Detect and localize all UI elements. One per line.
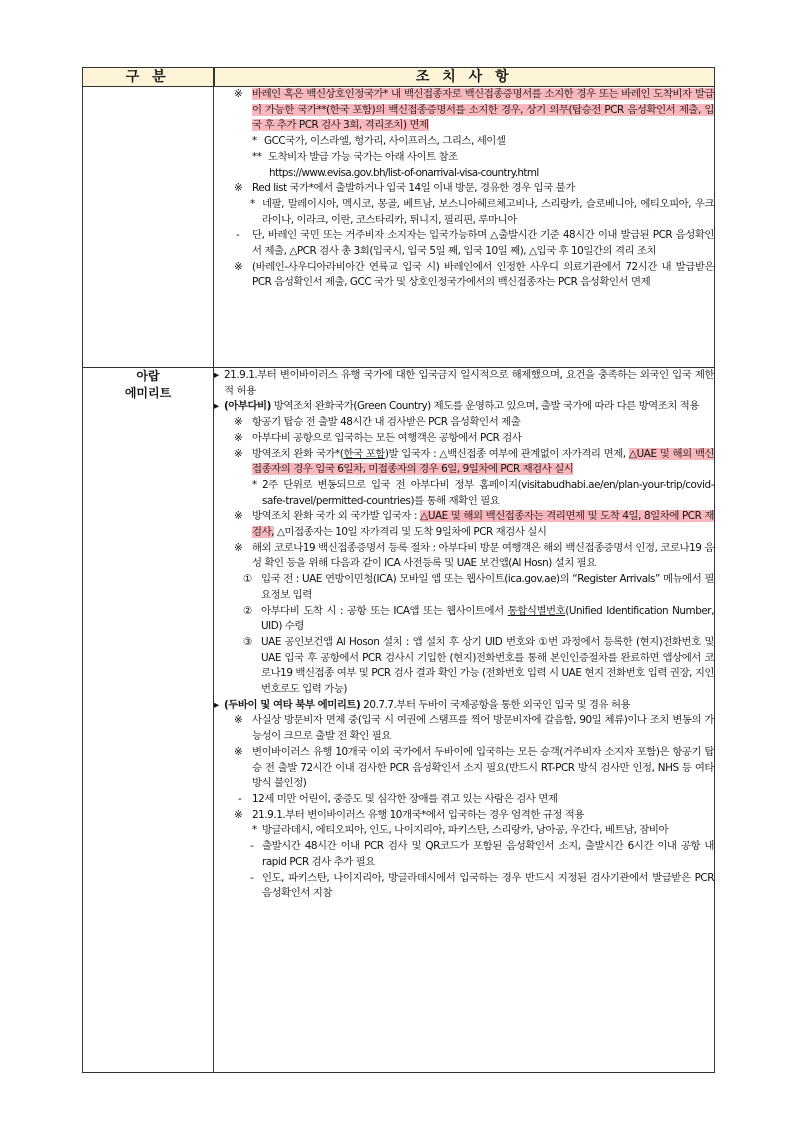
list-item [214,839,714,870]
bold-heading: (두바이 및 여타 북부 에미리트) [224,698,361,711]
url-text: https://www.evisa.gov.bh/list-of-onarrival-visa-country.html [269,166,539,179]
bullet-marker: * [252,824,257,837]
category-label-line1: 아랍 [136,369,160,383]
bullet-marker: ▸ [214,698,219,711]
list-item [214,635,714,698]
list-item [214,415,714,431]
item-text: 출발시간 48시간 이내 PCR 검사 및 QR코드가 포함된 음성확인서 소지, 출발시간 6시간 이내 공항 내 rapid PCR 검사 추가 필요 [262,840,714,868]
item-text: 사실상 방문비자 면제 중(입국 시 여권에 스탬프를 찍어 방문비자에 갈음함, 90일 체류)이나 조치 변동의 가능성이 크므로 출발 전 확인 필요 [252,714,714,743]
item-text: 21.9.1.부터 변이바이러스 유행 10개국*에서 입국하는 경우 엄격한 규정 적용 [252,808,584,821]
bullet-marker: ▸ [214,400,219,413]
list-item [214,447,714,478]
bullet-marker: ※ [234,182,243,195]
measures-cell-bahrain [214,87,715,368]
item-text: Red list 국가*에서 출발하거나 입국 14일 이내 방문, 경유한 경우 입국 불가 [252,182,575,195]
highlighted-text: 바레인 혹은 백신상호인정국가* 내 백신접종자로 백신접종증명서를 소지한 경우 또는 바레인 도착비자 발급이 가능한 국가**(한국 포함)의 백신접종증명서를 소지한 경우, 상기 의무(탑승전 PCR 음성확인서 제출, 입국 후 추가 PCR 검사 3회, 격리조치) 면제 [252,88,714,132]
item-text: 해외 코로나19 백신접종증명서 등록 절차 : 아부다비 방문 여행객은 해외 백신접종증명서 인정, 코로나19 음성 확인 등을 위해 다음과 같이 ICA 사전등록 및 UAE 보건앱(Al Hosn) 설치 필요 [252,541,714,570]
bullet-marker: - [236,229,240,242]
list-item [214,478,714,509]
bullet-marker: ** [252,150,262,163]
table-header-row [83,68,715,87]
measures-cell-uae [214,368,715,1073]
list-item [214,150,714,166]
item-text: 방역조치 완화 국가*( [252,447,344,460]
bullet-marker: * [252,478,257,491]
item-text: 네팔, 말레이시아, 멕시코, 몽골, 베트남, 보스니아헤르체고비나, 스리랑카, 슬로베니아, 에티오피아, 우크라이나, 이라크, 이란, 코스타리카, 튀니지, 필리핀, 루마니아 [262,197,714,226]
list-item [214,260,714,291]
bullet-marker: ※ [234,541,243,554]
step-marker: ② [243,604,252,617]
bullet-marker: ※ [234,714,243,727]
list-item [214,871,714,902]
item-text: 21.9.1.부터 변이바이러스 유행 국가에 대한 입국금지 일시적으로 해제했으며, 요건을 충족하는 외국인 입국 제한적 허용 [224,369,714,397]
step-marker: ① [243,573,252,586]
bullet-marker: ※ [234,447,243,460]
item-text: 방역조치 완화 국가 외 국가발 입국자 : [252,510,421,523]
list-item [214,509,714,540]
highlighted-text: △UAE 및 해외 백신접종자의 경우 입국 6일차, 미접종자의 경우 6일, 9일차에 PCR 재검사 실시 [252,447,714,476]
item-text: 항공기 탑승 전 출발 48시간 내 검사받은 PCR 음성확인서 제출 [252,416,521,429]
item-text: 방역조치 완화국가(Green Country) 제도를 운영하고 있으며, 출발 국가에 따라 다른 방역조치 적용 [270,400,699,413]
bullet-marker: ※ [234,431,243,444]
underlined-text: 한국 포함 [343,447,385,460]
list-item [214,399,714,415]
item-text: GCC국가, 이스라엘, 헝가리, 사이프러스, 그리스, 세이셸 [264,135,506,148]
bullet-marker: ▸ [214,369,219,381]
list-item [214,808,714,824]
bullet-marker: * [250,197,255,210]
category-cell-uae [83,368,214,1073]
bold-heading: (아부다비) [224,400,271,413]
step-marker: ③ [243,635,252,648]
item-text: )발 입국자 : △백신접종 여부에 관계없이 자가격리 면제, [384,447,629,460]
item-text: 변이바이러스 유행 10개국 이외 국가에서 두바이에 입국하는 모든 승객(거주비자 소지자 포함)은 항공기 탑승 전 출발 72시간 이내 검사한 PCR 음성확인서 소지 필요(반드시 RT-PCR 방식 검사만 인정, NHS 등 여타 방식 불인정) [252,745,714,790]
underlined-text: 통합식별번호 [507,604,566,617]
list-item [214,698,714,714]
category-cell-empty [83,87,214,368]
item-text: (Unified Identification Number, UID) 수령 [261,604,714,633]
evisa-url [214,166,714,182]
item-text: 단, 바레인 국민 또는 거주비자 소지자는 입국가능하며 △출발시간 기준 48시간 이내 발급된 PCR 음성확인서 제출, △PCR 검사 총 3회(입국시, 입국 5일 째, 입국 10일 째), △입국 후 10일간의 격리 조치 [252,229,714,258]
table-row-uae [83,368,715,1073]
item-text: 20.7.7.부터 두바이 국제공항을 통한 외국인 입국 및 경유 허용 [360,698,631,711]
measures-table [82,67,715,1073]
bullet-marker: ※ [234,260,243,273]
list-item [214,541,714,572]
item-text: 아부다비 공항으로 입국하는 모든 여행객은 공항에서 PCR 검사 [252,431,522,444]
item-text: 12세 미만 어린이, 중증도 및 심각한 장애를 겪고 있는 사람은 검사 면제 [252,792,558,805]
list-item [214,745,714,792]
item-text: 2주 단위로 변동되므로 입국 전 아부다비 정부 홈페이지(visitabudhabi.ae/en/plan-your-trip/covid-safe-travel/permitted-countries)를 통해 재확인 필요 [262,478,714,507]
list-item [214,604,714,635]
item-text: 도착비자 발급 가능 국가는 아래 사이트 참조 [268,150,458,163]
bullet-marker: ※ [234,745,243,758]
list-item [214,431,714,447]
list-item [214,792,714,808]
category-label-line2: 에미리트 [124,386,172,400]
bullet-marker: ※ [234,88,243,100]
item-text: 아부다비 도착 시 : 공항 또는 ICA앱 또는 웹사이트에서 [261,604,508,617]
list-item [214,87,714,134]
list-item [214,197,714,228]
highlighted-text: △UAE 및 해외 백신접종자는 격리면제 및 도착 4일, 8일차에 PCR 재검사, [252,510,714,539]
bullet-marker: - [238,792,242,805]
bullet-marker: - [250,840,254,853]
header-measures: 조 치 사 항 [214,68,715,87]
bullet-marker: * [252,135,257,148]
item-text: 방글라데시, 에티오피아, 인도, 나이지리아, 파키스탄, 스리랑카, 남아공, 우간다, 베트남, 잠비아 [262,824,669,837]
bullet-marker: ※ [234,510,243,523]
list-item [214,823,714,839]
list-item [214,368,714,399]
item-text: 인도, 파키스탄, 나이지리아, 방글라데시에서 입국하는 경우 반드시 지정된 검사기관에서 발급받은 PCR 음성확인서 지참 [262,871,714,900]
list-item [214,134,714,150]
item-text: UAE 공인보건앱 Al Hoson 설치 : 앱 설치 후 상기 UID 번호와 ①번 과정에서 등록한 (현지)전화번호 및 UAE 입국 후 공항에서 PCR 검사시 기입한 (현지)전화번호를 통해 본인인증절차를 완료하면 앱상에서 코로나19 백신접종 여부 및 PCR 검사 결과 확인 가능 (전화번호 입력 시 UAE 현지 전화번호 입력 권장, 지인 번호로도 입력 가능) [261,635,714,696]
list-item [214,228,714,259]
list-item [214,572,714,603]
list-item [214,181,714,197]
item-text: △미접종자는 10일 자가격리 및 도착 9일차에 PCR 재검사 실시 [274,526,547,539]
item-text: (바레인-사우디아라비아간 연륙교 입국 시) 바레인에서 인정한 사우디 의료기관에서 72시간 내 발급받은 PCR 음성확인서 제출, GCC 국가 및 상호인정국가에서의 백신접종자는 PCR 음성확인서 면제 [252,260,714,289]
bullet-marker: - [250,871,254,884]
bullet-marker: ※ [234,808,243,821]
bullet-marker: ※ [234,416,243,429]
header-category: 구 분 [83,68,214,87]
list-item [214,713,714,744]
item-text: 입국 전 : UAE 연방이민청(ICA) 모바일 앱 또는 웹사이트(ica.gov.ae)의 “Register Arrivals” 메뉴에서 필요정보 입력 [261,573,714,601]
table-row-bahrain-cont [83,87,715,368]
